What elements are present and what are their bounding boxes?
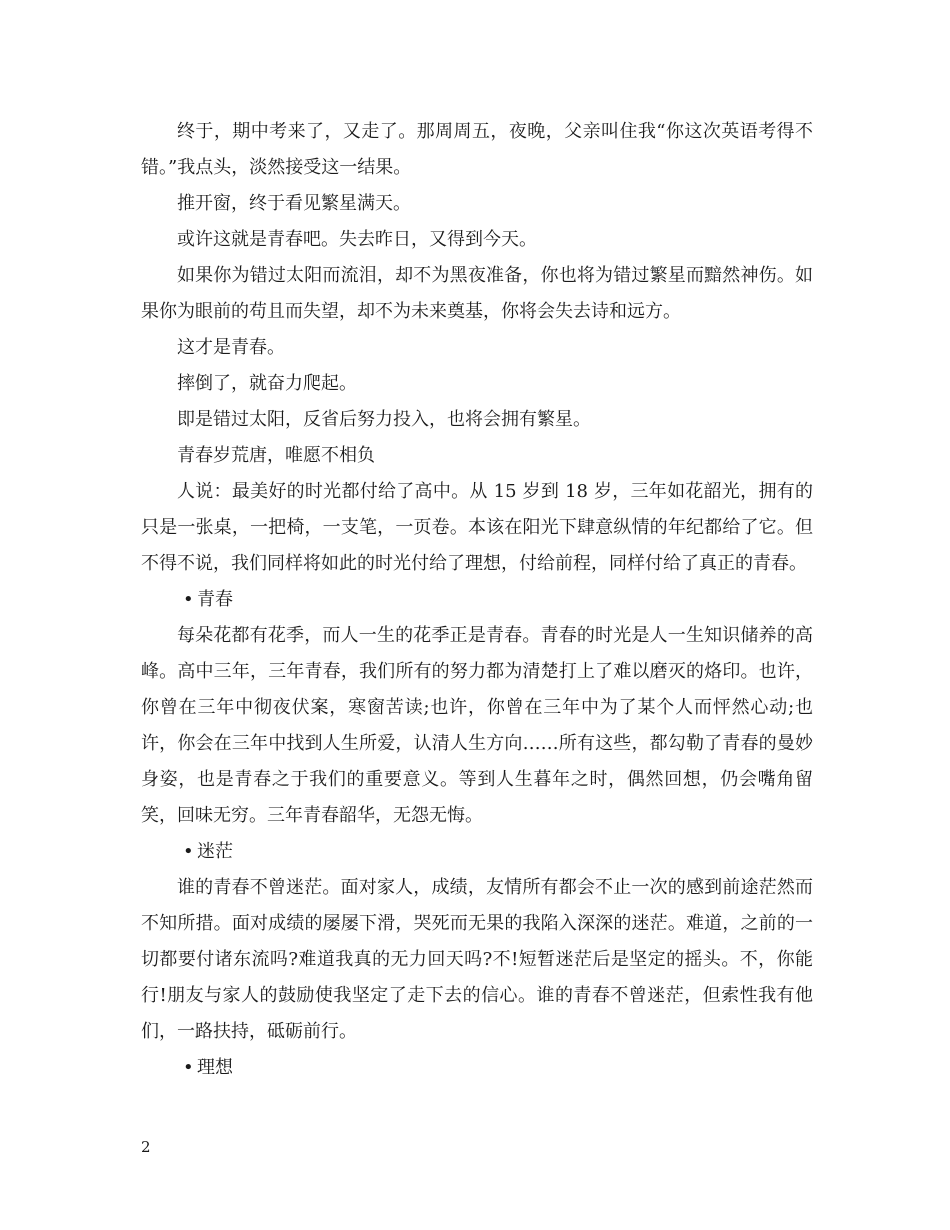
paragraph: 谁的青春不曾迷茫。面对家人，成绩，友情所有都会不止一次的感到前途茫然而不知所措。面对成绩的屡屡下滑，哭死而无果的我陷入深深的迷茫。难道，之前的一切都要付诸东流吗?难道我真的无力回天吗?不!短暂迷茫后是坚定的摇头。不，你能行!朋友与家人的鼓励使我坚定了走下去的信心。谁的青春不曾迷茫，但索性我有他们，一路扶持，砥砺前行。 xyxy=(141,877,813,1042)
paragraph: 即是错过太阳，反省后努力投入，也将会拥有繁星。 xyxy=(177,409,591,430)
paragraph: 或许这就是青春吧。失去昨日，又得到今天。 xyxy=(177,229,537,250)
paragraph: 摔倒了，就奋力爬起。 xyxy=(177,373,357,394)
paragraph: 人说：最美好的时光都付给了高中。从 15 岁到 18 岁，三年如花韶光，拥有的只是一张桌，一把椅，一支笔，一页卷。本该在阳光下肆意纵情的年纪都给了它。但不得不说，我们同样将如此的时光付给了理想，付给前程，同样付给了真正的青春。 xyxy=(141,481,813,574)
paragraph: 如果你为错过太阳而流泪，却不为黑夜准备，你也将为错过繁星而黯然神伤。如果你为眼前的苟且而失望，却不为未来奠基，你将会失去诗和远方。 xyxy=(141,265,813,322)
bullet-icon: • xyxy=(183,841,194,862)
document-body xyxy=(141,114,813,1086)
paragraph: 这才是青春。 xyxy=(177,337,285,358)
bullet-icon: • xyxy=(183,589,194,610)
section-heading: 青春岁荒唐，唯愿不相负 xyxy=(177,445,375,466)
bullet-heading-ideal xyxy=(141,1050,813,1086)
page-number: 2 xyxy=(141,1138,151,1156)
paragraph: 推开窗，终于看见繁星满天。 xyxy=(177,193,411,214)
bullet-label: 迷茫 xyxy=(197,841,233,862)
bullet-icon: • xyxy=(183,1057,194,1078)
paragraph: 终于，期中考来了，又走了。那周周五，夜晚，父亲叫住我“你这次英语考得不错。”我点头，淡然接受这一结果。 xyxy=(141,121,813,178)
bullet-label: 青春 xyxy=(197,589,233,610)
bullet-heading-confusion xyxy=(141,834,813,870)
paragraph: 每朵花都有花季，而人一生的花季正是青春。青春的时光是人一生知识储养的高峰。高中三年，三年青春，我们所有的努力都为清楚打上了难以磨灭的烙印。也许，你曾在三年中彻夜伏案，寒窗苦读;也许，你曾在三年中为了某个人而怦然心动;也许，你会在三年中找到人生所爱，认清人生方向……所有这些，都勾勒了青春的曼妙身姿，也是青春之于我们的重要意义。等到人生暮年之时，偶然回想，仍会嘴角留笑，回味无穷。三年青春韶华，无怨无悔。 xyxy=(141,625,813,826)
bullet-heading-youth xyxy=(141,582,813,618)
bullet-label: 理想 xyxy=(197,1057,233,1078)
